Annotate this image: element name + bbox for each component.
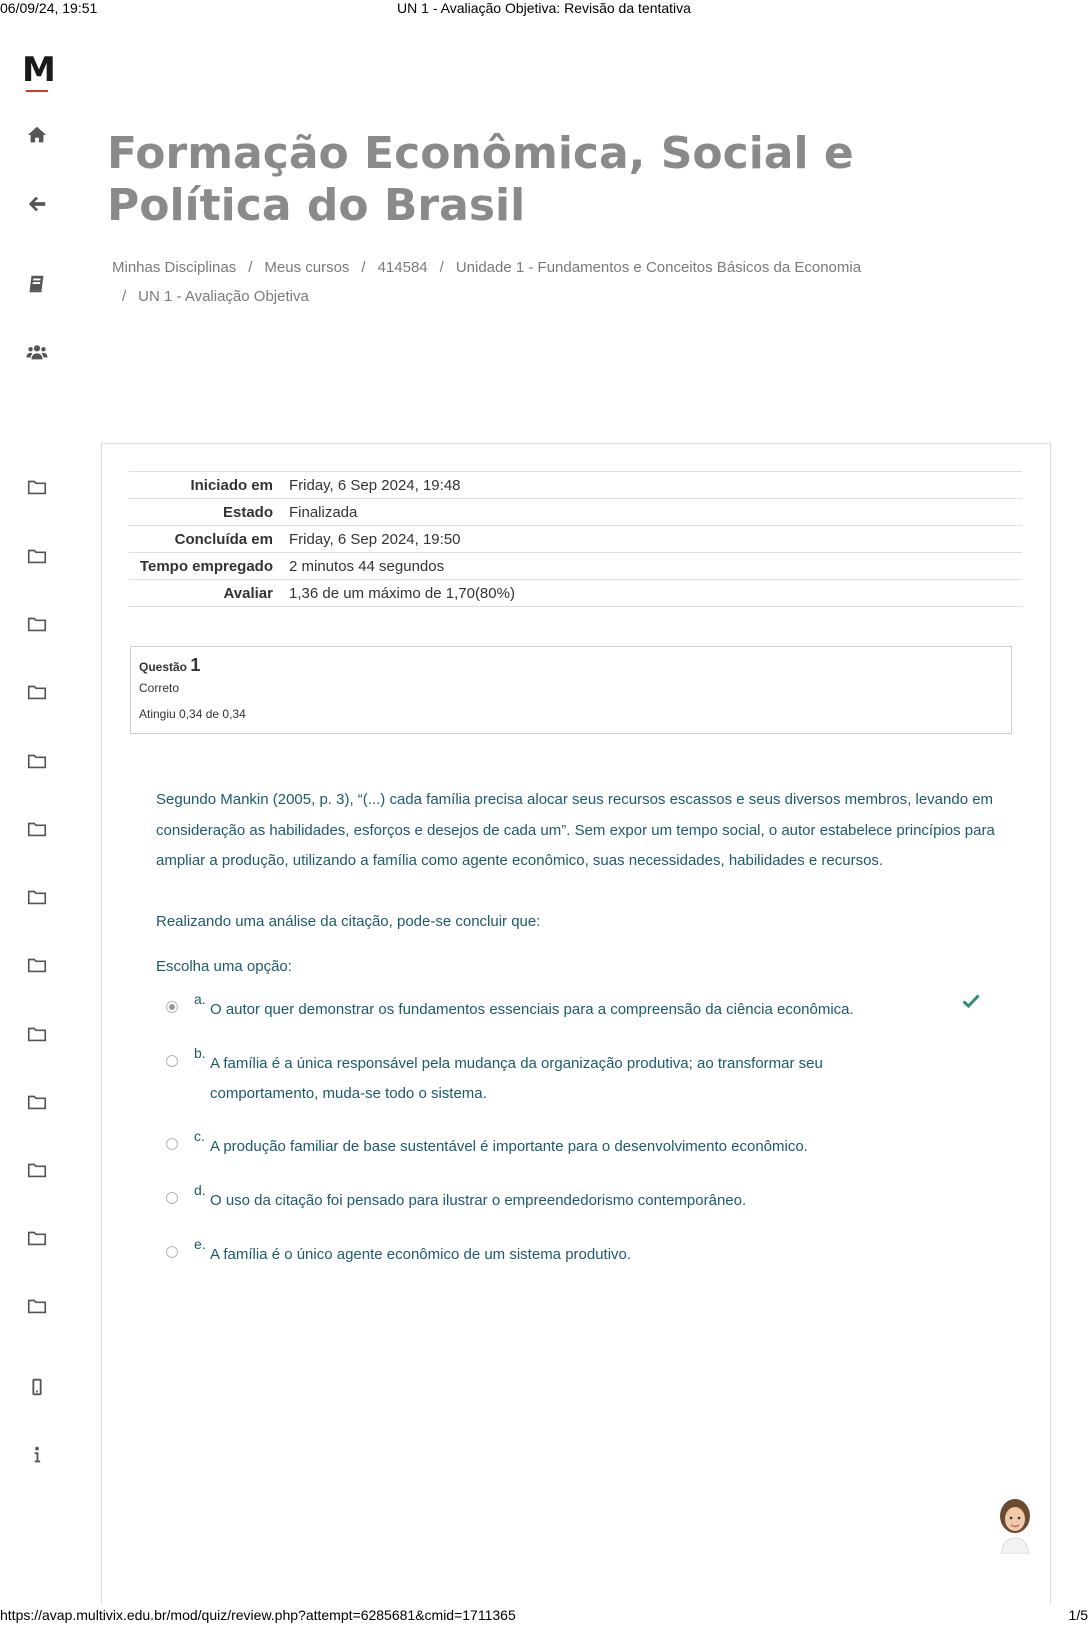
- folder-icon[interactable]: [24, 1293, 50, 1319]
- choose-option-label: Escolha uma opção:: [156, 958, 292, 975]
- option-letter: e.: [194, 1236, 206, 1252]
- summary-label: Estado: [129, 499, 289, 526]
- summary-value: Finalizada: [289, 499, 1022, 526]
- folder-icon[interactable]: [24, 1021, 50, 1047]
- radio-button[interactable]: [166, 1246, 178, 1258]
- folder-icon[interactable]: [24, 1157, 50, 1183]
- summary-row: [129, 499, 1022, 526]
- info-icon[interactable]: [24, 1442, 50, 1468]
- home-icon[interactable]: [24, 122, 50, 148]
- print-date: 06/09/24, 19:51: [0, 0, 98, 16]
- correct-check-icon: [962, 993, 980, 1009]
- folder-icon[interactable]: [24, 611, 50, 637]
- folder-icon[interactable]: [24, 679, 50, 705]
- assistant-avatar[interactable]: [993, 1496, 1037, 1554]
- print-title: UN 1 - Avaliação Objetiva: Revisão da tentativa: [397, 0, 691, 16]
- radio-button[interactable]: [166, 1192, 178, 1204]
- question-number-value: 1: [190, 655, 201, 675]
- option-letter: b.: [194, 1045, 206, 1061]
- summary-value: 2 minutos 44 segundos: [289, 553, 1022, 580]
- mobile-icon[interactable]: [24, 1374, 50, 1400]
- question-text: Segundo Mankin (2005, p. 3), “(...) cada família precisa alocar seus recursos escassos e seus diversos membros, levando em consideração as habilidades, esforços e desejos de cada um”. Sem expor um tempo social, o autor estabelece princípios para ampliar a produção, utilizando a família como agente econômico, suas necessidades, habilidades e recursos.: [156, 791, 995, 869]
- breadcrumb-item[interactable]: 414584: [377, 259, 428, 276]
- question-label: Questão: [139, 660, 188, 674]
- option-text: A família é a única responsável pela mudança da organização produtiva; ao transformar seu comportamento, muda-se todo o sistema.: [210, 1055, 823, 1102]
- summary-value: Friday, 6 Sep 2024, 19:50: [289, 526, 1022, 553]
- summary-label: Avaliar: [129, 580, 289, 607]
- summary-row: [129, 553, 1022, 580]
- radio-button[interactable]: [166, 1055, 178, 1067]
- breadcrumb-item[interactable]: Meus cursos: [264, 259, 350, 276]
- summary-row: [129, 472, 1022, 499]
- course-title: Formação Econômica, Social e Política do Brasil: [107, 128, 854, 231]
- breadcrumb-separator: /: [122, 288, 127, 305]
- summary-label: Iniciado em: [129, 472, 289, 499]
- summary-row: [129, 580, 1022, 607]
- folder-icon[interactable]: [24, 543, 50, 569]
- folder-icon[interactable]: [24, 884, 50, 910]
- question-state: Correto: [139, 681, 180, 695]
- print-header: [0, 0, 1088, 16]
- breadcrumb-item[interactable]: Unidade 1 - Fundamentos e Conceitos Básicos da Economia: [455, 259, 862, 276]
- option-letter: a.: [194, 991, 206, 1007]
- folder-icon[interactable]: [24, 952, 50, 978]
- question-grade: Atingiu 0,34 de 0,34: [139, 707, 246, 721]
- breadcrumb-separator: /: [361, 259, 366, 276]
- folder-icon[interactable]: [24, 816, 50, 842]
- radio-button[interactable]: [166, 1138, 178, 1150]
- option-text: A família é o único agente econômico de um sistema produtivo.: [210, 1246, 632, 1263]
- summary-value: 1,36 de um máximo de 1,70(80%): [289, 580, 1022, 607]
- breadcrumb-item[interactable]: UN 1 - Avaliação Objetiva: [138, 288, 309, 305]
- print-page-number: 1/5: [1068, 1607, 1088, 1623]
- logo[interactable]: M: [22, 50, 54, 90]
- radio-button-selected[interactable]: [166, 1001, 178, 1013]
- folder-icon[interactable]: [24, 474, 50, 500]
- summary-label: Tempo empregado: [129, 553, 289, 580]
- attempt-summary-table: [129, 471, 1022, 607]
- print-footer: [0, 1607, 1088, 1625]
- summary-row: [129, 526, 1022, 553]
- option-letter: c.: [194, 1128, 205, 1144]
- breadcrumb: [112, 253, 972, 311]
- question-info-box: [130, 646, 1012, 734]
- folder-icon[interactable]: [24, 748, 50, 774]
- question-number: [139, 655, 200, 676]
- breadcrumb-item[interactable]: Minhas Disciplinas: [112, 259, 237, 276]
- option-letter: d.: [194, 1182, 206, 1198]
- option-text: O uso da citação foi pensado para ilustrar o empreendedorismo contemporâneo.: [210, 1192, 747, 1209]
- question-prompt: Realizando uma análise da citação, pode-se concluir que:: [156, 913, 541, 930]
- breadcrumb-separator: /: [439, 259, 444, 276]
- summary-label: Concluída em: [129, 526, 289, 553]
- users-icon[interactable]: [24, 339, 50, 365]
- folder-icon[interactable]: [24, 1089, 50, 1115]
- breadcrumb-separator: /: [248, 259, 253, 276]
- book-icon[interactable]: [24, 271, 50, 297]
- sidebar: [0, 40, 80, 1600]
- folder-icon[interactable]: [24, 1225, 50, 1251]
- option-text: A produção familiar de base sustentável é importante para o desenvolvimento econômico.: [210, 1138, 808, 1155]
- option-text: O autor quer demonstrar os fundamentos essenciais para a compreensão da ciência econômica.: [210, 1001, 854, 1018]
- back-arrow-icon[interactable]: [24, 191, 50, 217]
- print-url: https://avap.multivix.edu.br/mod/quiz/review.php?attempt=6285681&cmid=1711365: [0, 1607, 516, 1623]
- summary-value: Friday, 6 Sep 2024, 19:48: [289, 472, 1022, 499]
